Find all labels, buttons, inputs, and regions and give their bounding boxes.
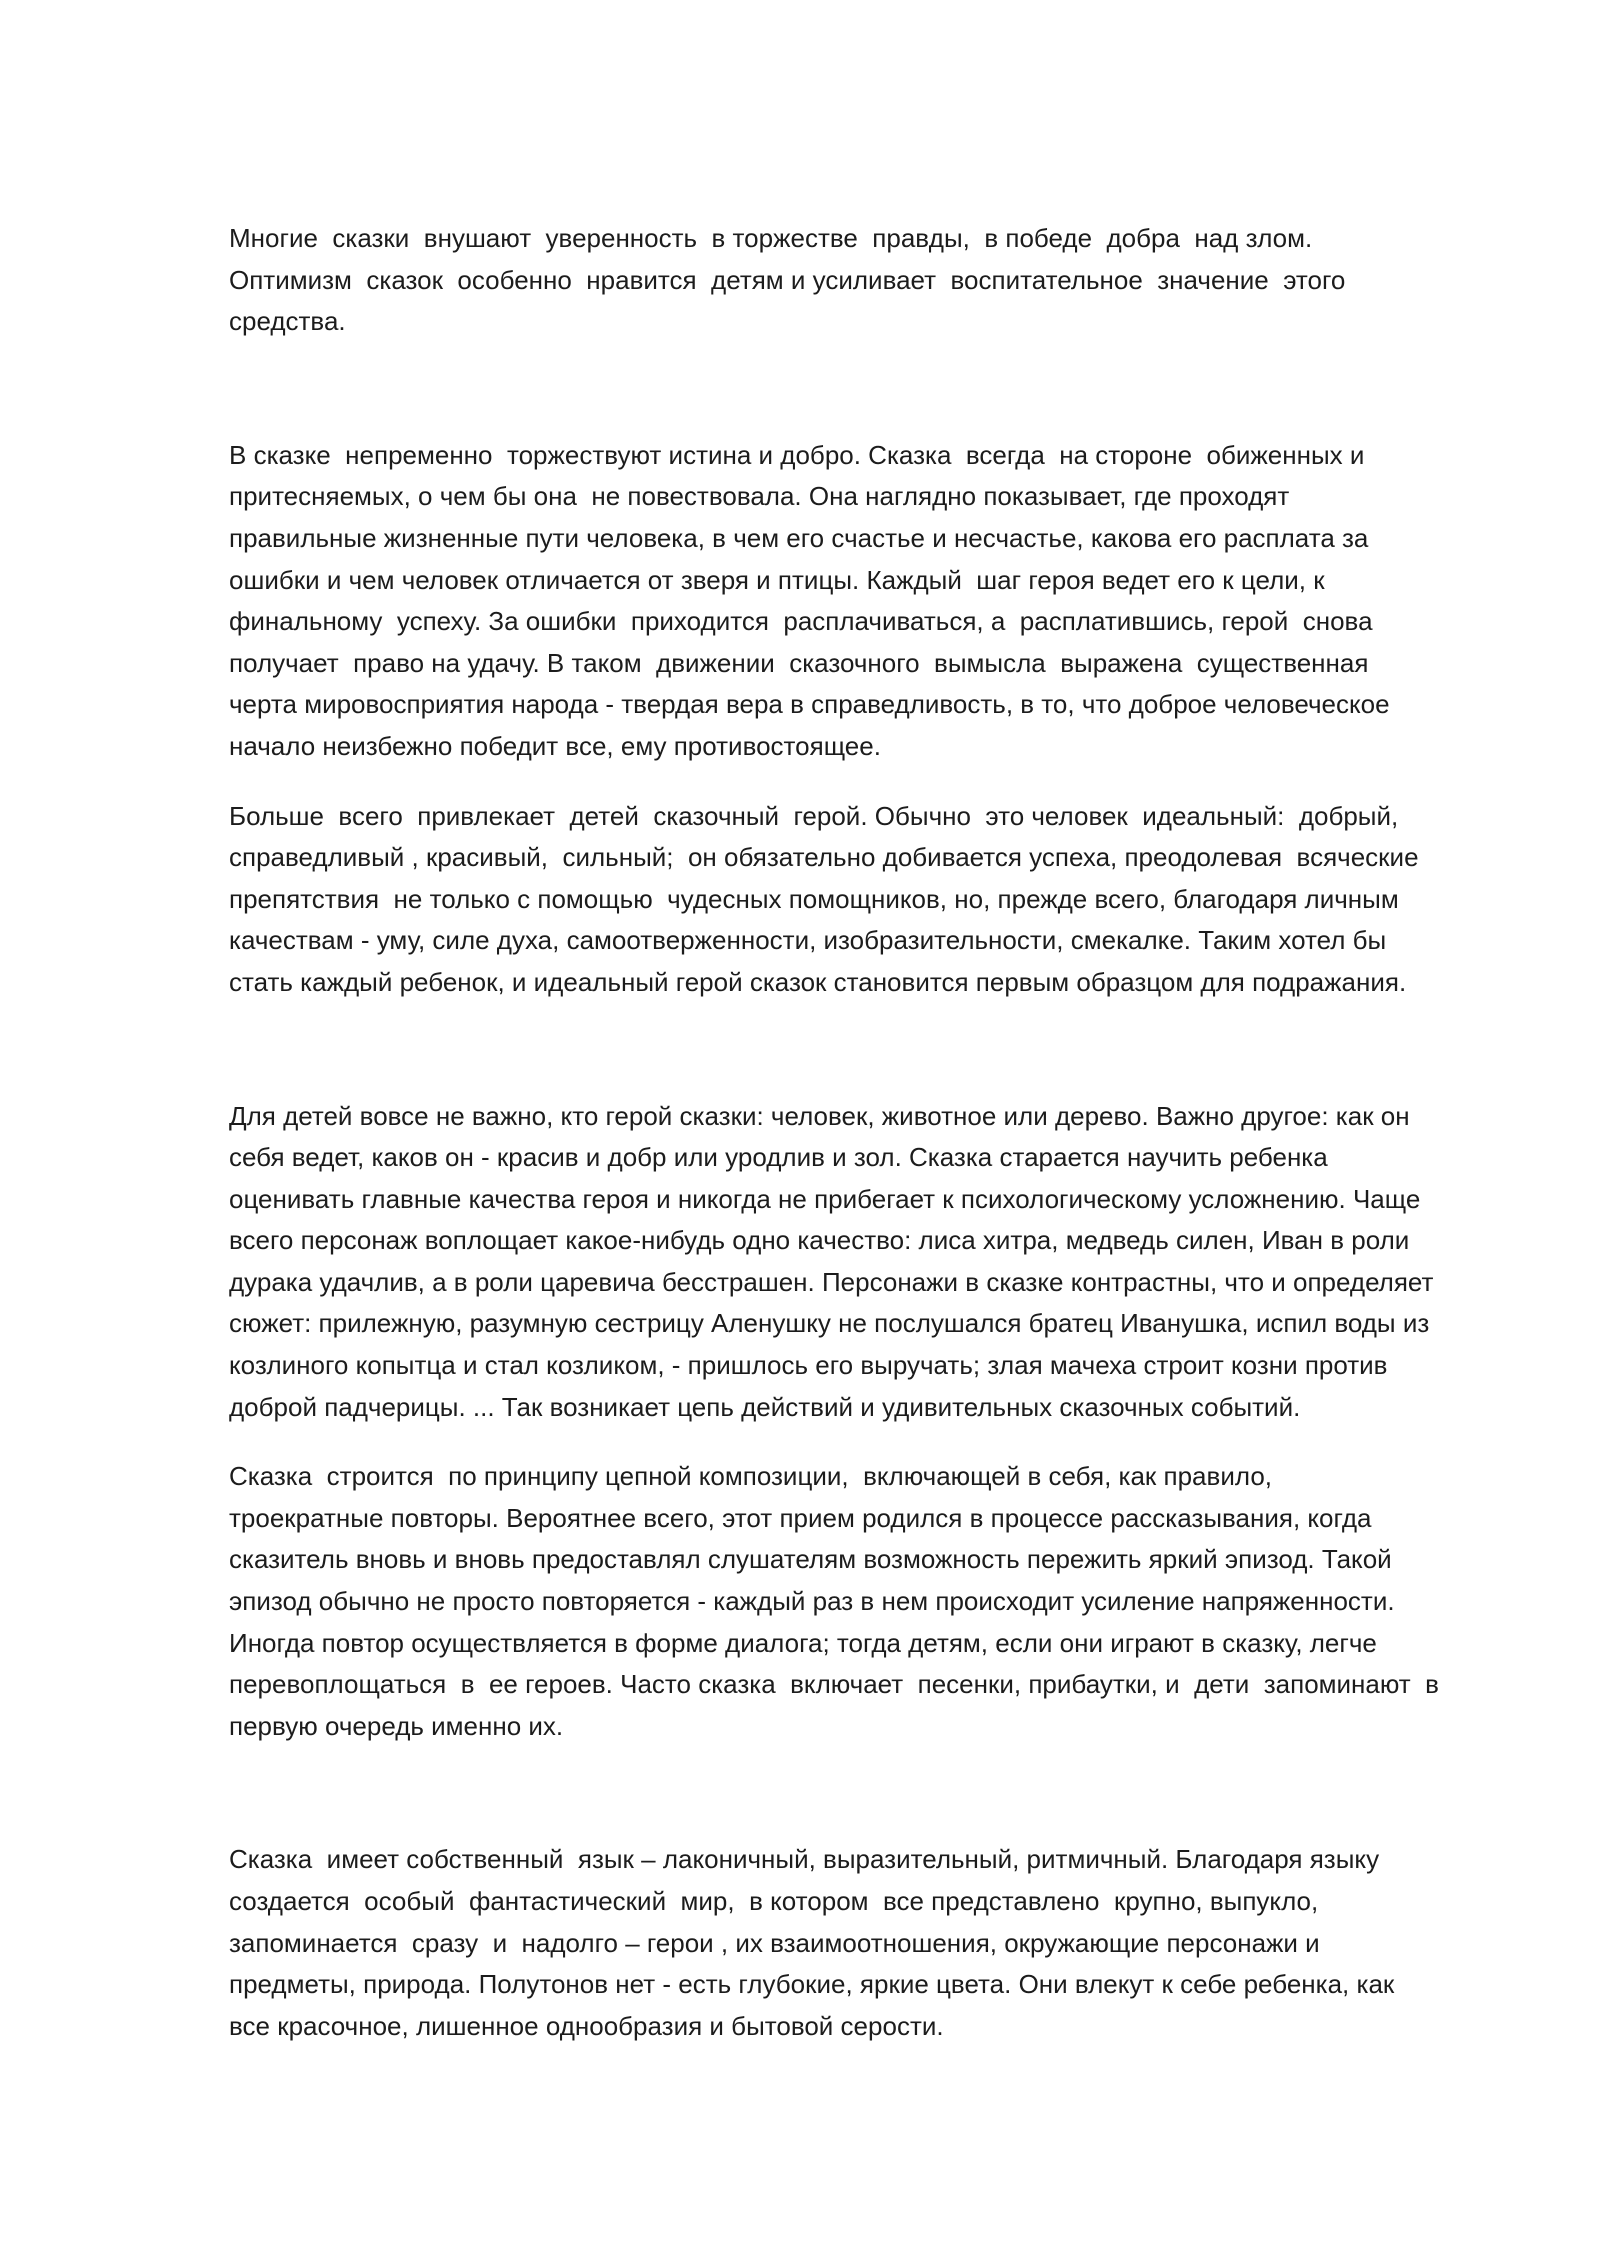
- document-body: [229, 218, 1529, 2047]
- text-line: перевоплощаться в ее героев. Часто сказка включает песенки, прибаутки, и дети запоминают в: [229, 1669, 1439, 1700]
- text-line: сказитель вновь и вновь предоставлял слушателям возможность пережить яркий эпизод. Такой: [229, 1544, 1392, 1575]
- text-line: правильные жизненные пути человека, в чем его счастье и несчастье, какова его расплата за: [229, 522, 1369, 553]
- text-line: В сказке непременно торжествуют истина и добро. Сказка всегда на стороне обиженных и: [229, 439, 1365, 470]
- text-line: средства.: [229, 306, 346, 337]
- text-line: Иногда повтор осуществляется в форме диалога; тогда детям, если они играют в сказку, легче: [229, 1627, 1377, 1658]
- paragraph-2: [229, 435, 1529, 768]
- text-line: Оптимизм сказок особенно нравится детям и усиливает воспитательное значение этого: [229, 264, 1346, 295]
- text-line: запоминается сразу и надолго – герои , их взаимоотношения, окружающие персонажи и: [229, 1927, 1320, 1958]
- text-line: все красочное, лишенное однообразия и бытовой серости.: [229, 2010, 944, 2041]
- text-line: доброй падчерицы. ... Так возникает цепь действий и удивительных сказочных событий.: [229, 1391, 1301, 1422]
- text-line: стать каждый ребенок, и идеальный герой сказок становится первым образцом для подражания.: [229, 966, 1407, 997]
- paragraph-6: [229, 1839, 1529, 2047]
- spacer: [229, 1428, 1529, 1456]
- spacer: [229, 1747, 1529, 1839]
- spacer: [229, 1004, 1529, 1096]
- spacer: [229, 343, 1529, 435]
- text-line: дурака удачлив, а в роли царевича бесстрашен. Персонажи в сказке контрастны, что и определяет: [229, 1266, 1434, 1297]
- text-line: создается особый фантастический мир, в котором все представлено крупно, выпукло,: [229, 1886, 1319, 1916]
- text-line: ошибки и чем человек отличается от зверя и птицы. Каждый шаг героя ведет его к цели, к: [229, 564, 1325, 595]
- text-line: эпизод обычно не просто повторяется - каждый раз в нем происходит усиление напряженности.: [229, 1586, 1395, 1617]
- text-line: притесняемых, о чем бы она не повествовала. Она наглядно показывает, где проходят: [229, 481, 1290, 512]
- text-line: сюжет: прилежную, разумную сестрицу Аленушку не послушался братец Иванушка, испил воды из: [229, 1308, 1430, 1339]
- text-line: начало неизбежно победит все, ему противостоящее.: [229, 730, 881, 761]
- text-line: препятствия не только с помощью чудесных помощников, но, прежде всего, благодаря личным: [229, 883, 1399, 914]
- text-line: троекратные повторы. Вероятнее всего, этот прием родился в процессе рассказывания, когда: [229, 1502, 1372, 1533]
- text-line: Больше всего привлекает детей сказочный герой. Обычно это человек идеальный: добрый,: [229, 800, 1399, 831]
- text-line: справедливый , красивый, сильный; он обязательно добивается успеха, преодолевая всяческие: [229, 842, 1419, 873]
- spacer: [229, 768, 1529, 796]
- text-line: Сказка строится по принципу цепной композиции, включающей в себя, как правило,: [229, 1461, 1272, 1492]
- text-line: Сказка имеет собственный язык – лаконичный, выразительный, ритмичный. Благодаря языку: [229, 1844, 1380, 1875]
- paragraph-1: [229, 218, 1529, 343]
- paragraph-3: [229, 796, 1529, 1004]
- text-line: получает право на удачу. В таком движении сказочного вымысла выражена существенная: [229, 647, 1369, 678]
- paragraph-4: [229, 1096, 1529, 1429]
- text-line: всего персонаж воплощает какое-нибудь одно качество: лиса хитра, медведь силен, Иван в роли: [229, 1225, 1410, 1256]
- text-line: первую очередь именно их.: [229, 1710, 564, 1741]
- text-line: Для детей вовсе не важно, кто герой сказки: человек, животное или дерево. Важно другое: как он: [229, 1100, 1410, 1131]
- text-line: черта мировосприятия народа - твердая вера в справедливость, в то, что доброе человеческое: [229, 689, 1390, 720]
- text-line: козлиного копытца и стал козликом, - пришлось его выручать; злая мачеха строит козни против: [229, 1350, 1388, 1381]
- paragraph-5: [229, 1456, 1529, 1747]
- text-line: финальному успеху. За ошибки приходится расплачиваться, а расплатившись, герой снова: [229, 606, 1373, 637]
- text-line: Многие сказки внушают уверенность в торжестве правды, в победе добра над злом.: [229, 223, 1313, 253]
- text-line: себя ведет, каков он - красив и добр или уродлив и зол. Сказка старается научить ребенка: [229, 1142, 1328, 1173]
- text-line: качествам - уму, силе духа, самоотверженности, изобразительности, смекалке. Таким хотел бы: [229, 925, 1387, 956]
- text-line: предметы, природа. Полутонов нет - есть глубокие, яркие цвета. Они влекут к себе ребенка, как: [229, 1969, 1395, 2000]
- text-line: оценивать главные качества героя и никогда не прибегает к психологическому усложнению. Чаще: [229, 1183, 1421, 1214]
